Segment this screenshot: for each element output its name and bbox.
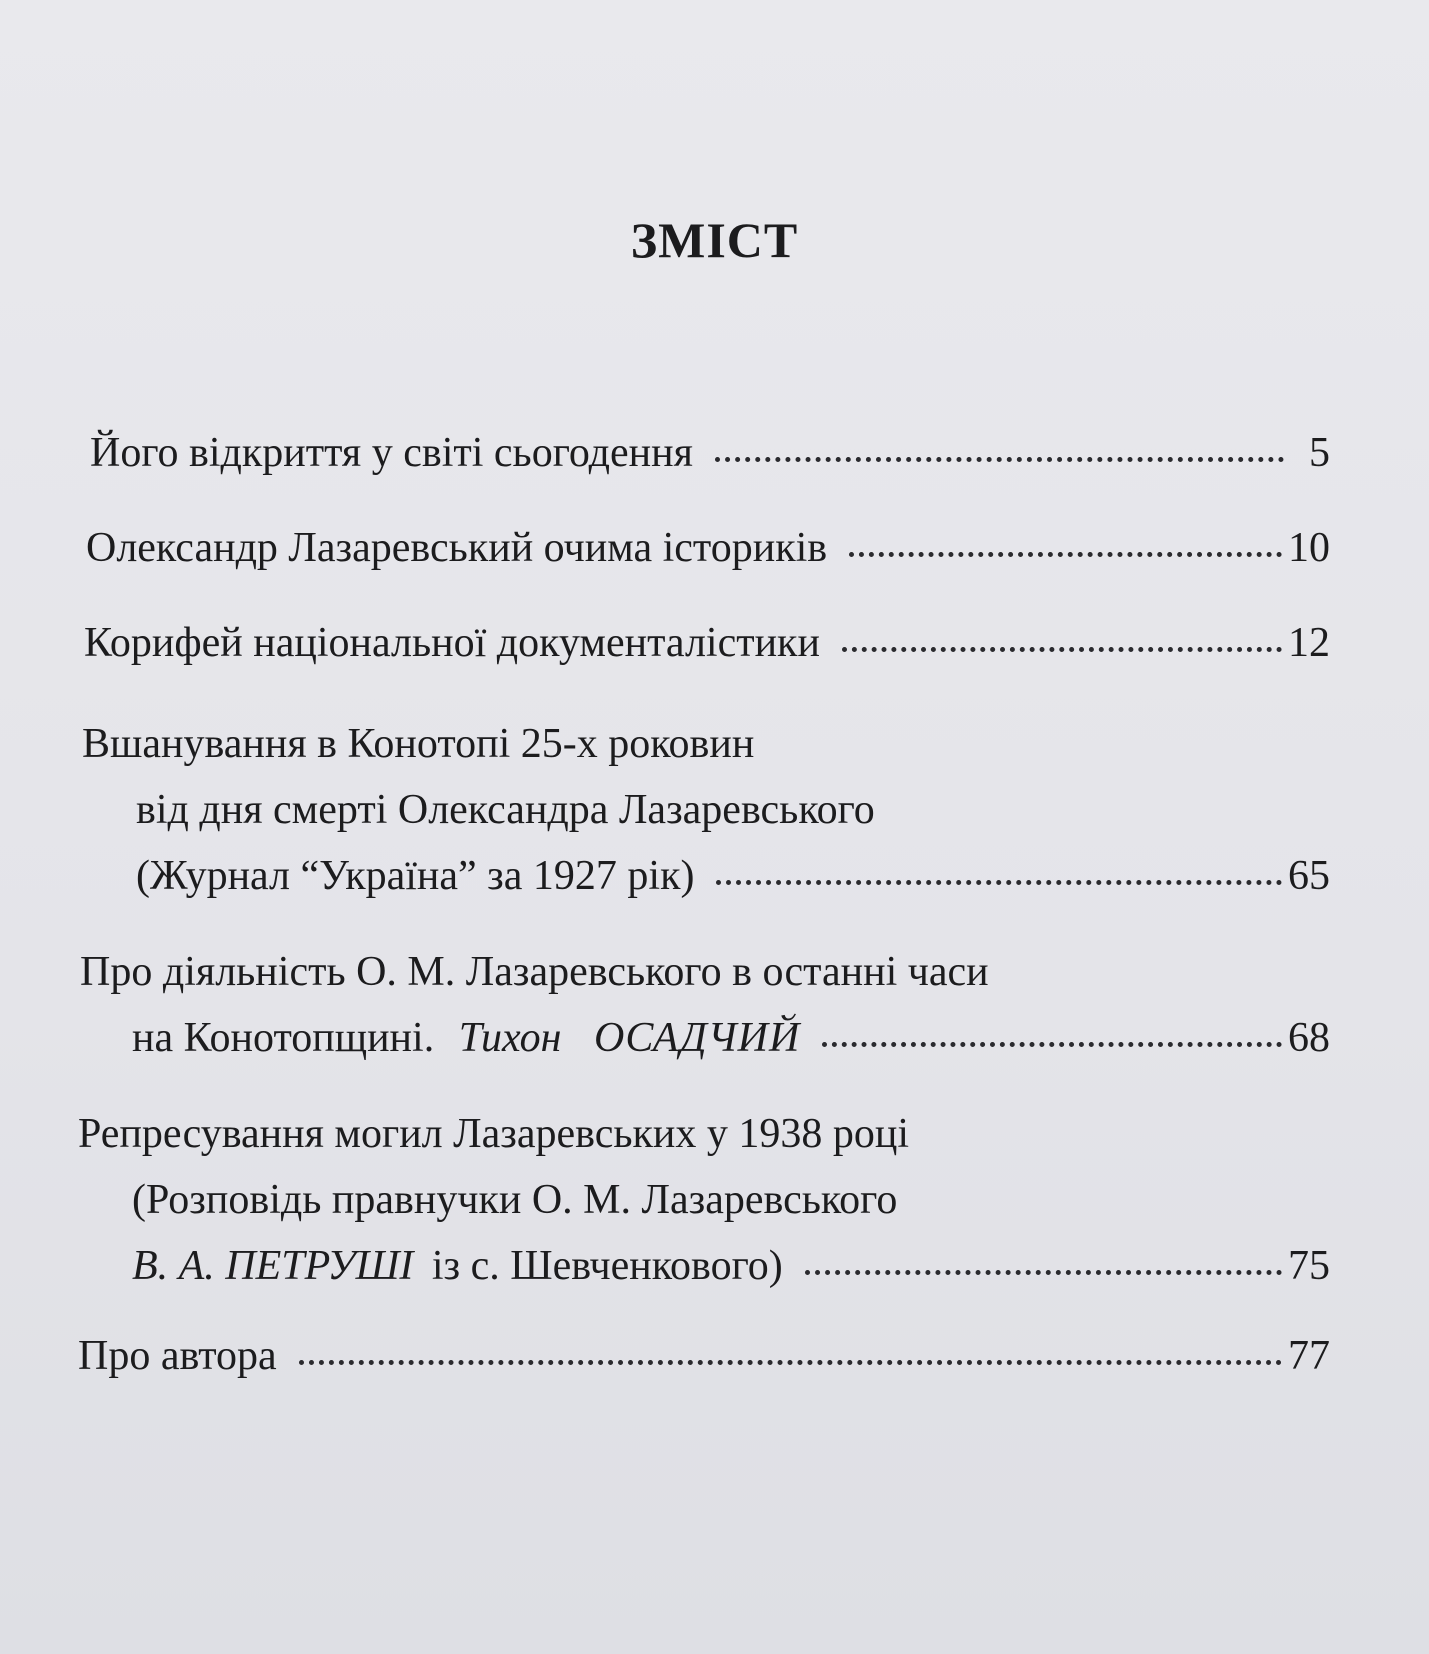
dot-leader bbox=[805, 1270, 1282, 1275]
toc-page-number: 5 bbox=[1309, 430, 1330, 476]
toc-entry-title-line bbox=[132, 1238, 783, 1294]
toc-entry-3[interactable] bbox=[84, 615, 1330, 671]
toc-entry-title: Його відкриття у світі сьогодення bbox=[90, 430, 693, 476]
person-name: В. А. ПЕТРУШІ bbox=[132, 1243, 414, 1289]
toc-entry-title: Про автора bbox=[78, 1333, 277, 1379]
author-last-name: ОСАДЧИЙ bbox=[594, 1015, 801, 1061]
toc-entry-title-line bbox=[132, 1010, 800, 1066]
toc-entry-title-line: (Журнал “Україна” за 1927 рік) bbox=[136, 853, 695, 899]
toc-entry-line bbox=[82, 716, 754, 772]
toc-entry-text: із с. Шевченкового) bbox=[431, 1243, 783, 1289]
toc-entry-text: на Конотопщині. bbox=[132, 1015, 435, 1061]
toc-entry-7[interactable] bbox=[78, 1328, 1330, 1384]
toc-page-number: 75 bbox=[1288, 1243, 1330, 1289]
dot-leader bbox=[822, 1042, 1282, 1047]
dot-leader bbox=[842, 647, 1282, 652]
toc-entry-title-line: (Розповідь правнучки О. М. Лазаревського bbox=[132, 1177, 898, 1223]
toc-page-number: 10 bbox=[1288, 525, 1330, 571]
toc-entry-line bbox=[78, 1106, 909, 1162]
toc-page-number: 12 bbox=[1288, 620, 1330, 666]
toc-entry-title-line: Про діяльність О. М. Лазаревського в останні часи bbox=[80, 949, 989, 995]
toc-page-number: 68 bbox=[1288, 1015, 1330, 1061]
toc-entry-title-line: від дня смерті Олександра Лазаревського bbox=[136, 787, 875, 833]
dot-leader bbox=[849, 552, 1282, 557]
toc-entry-line bbox=[80, 944, 989, 1000]
toc-page-number: 77 bbox=[1288, 1333, 1330, 1379]
toc-entry-title-line: Репресування могил Лазаревських у 1938 році bbox=[78, 1111, 910, 1157]
toc-entry-2[interactable] bbox=[86, 520, 1330, 576]
toc-entry-title: Корифей національної документалістики bbox=[84, 620, 820, 666]
toc-entry-title-line: Вшанування в Конотопі 25-х роковин bbox=[82, 721, 755, 767]
toc-entry-line bbox=[132, 1172, 897, 1228]
dot-leader bbox=[299, 1360, 1282, 1365]
toc-page-number: 65 bbox=[1288, 853, 1330, 899]
toc-entry-line bbox=[132, 1010, 1330, 1066]
toc-entry-title: Олександр Лазаревський очима істориків bbox=[86, 525, 828, 571]
dot-leader bbox=[716, 880, 1282, 885]
dot-leader bbox=[715, 457, 1284, 462]
toc-entry-line bbox=[132, 1238, 1330, 1294]
author-first-name: Тихон bbox=[458, 1015, 562, 1061]
toc-entry-line bbox=[136, 848, 1330, 904]
toc-entry-line bbox=[136, 782, 875, 838]
page-title: ЗМІСТ bbox=[630, 212, 799, 268]
toc-entry-1[interactable] bbox=[90, 425, 1330, 481]
